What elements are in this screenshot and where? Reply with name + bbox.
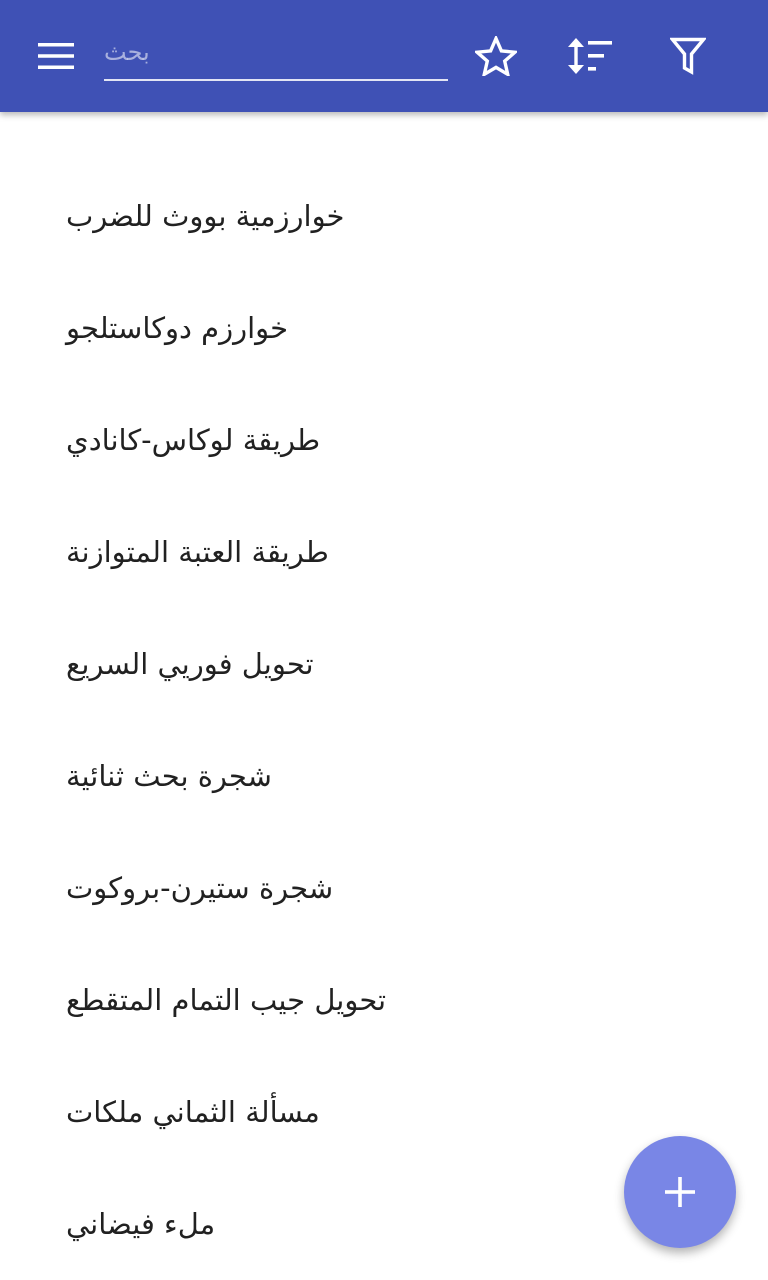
list-item-label: خوارزمية بووث للضرب <box>66 199 345 233</box>
search-field <box>104 24 448 81</box>
list-item-label: مسألة الثماني ملكات <box>66 1095 320 1129</box>
list-item-label: طريقة العتبة المتوازنة <box>66 535 329 569</box>
menu-icon <box>38 43 74 69</box>
add-button[interactable] <box>624 1136 736 1248</box>
list-item[interactable] <box>0 832 768 944</box>
list-item-label: طريقة لوكاس-كانادي <box>66 423 321 457</box>
filter-icon <box>670 37 706 75</box>
list-item[interactable] <box>0 160 768 272</box>
list-item-label: شجرة بحث ثنائية <box>66 759 272 793</box>
favorites-button[interactable] <box>468 28 524 84</box>
list-item-label: شجرة ستيرن-بروكوت <box>66 871 334 905</box>
list-item-label: خوارزم دوكاستلجو <box>66 311 289 345</box>
list-item-label: تحويل فوريي السريع <box>66 647 314 681</box>
star-outline-icon <box>475 36 517 76</box>
list-item[interactable] <box>0 272 768 384</box>
sort-icon <box>568 38 614 74</box>
algorithms-list <box>0 160 768 1280</box>
sort-button[interactable] <box>563 28 619 84</box>
list-item[interactable] <box>0 944 768 1056</box>
list-item[interactable] <box>0 608 768 720</box>
list-item-label: ملء فيضاني <box>66 1207 216 1241</box>
list-item[interactable] <box>0 384 768 496</box>
app-toolbar <box>0 0 768 112</box>
menu-button[interactable] <box>28 28 84 84</box>
search-input[interactable] <box>104 32 448 72</box>
filter-button[interactable] <box>660 28 716 84</box>
list-item[interactable] <box>0 720 768 832</box>
list-item-label: تحويل جيب التمام المتقطع <box>66 983 387 1017</box>
plus-icon <box>665 1177 695 1207</box>
list-item[interactable] <box>0 496 768 608</box>
